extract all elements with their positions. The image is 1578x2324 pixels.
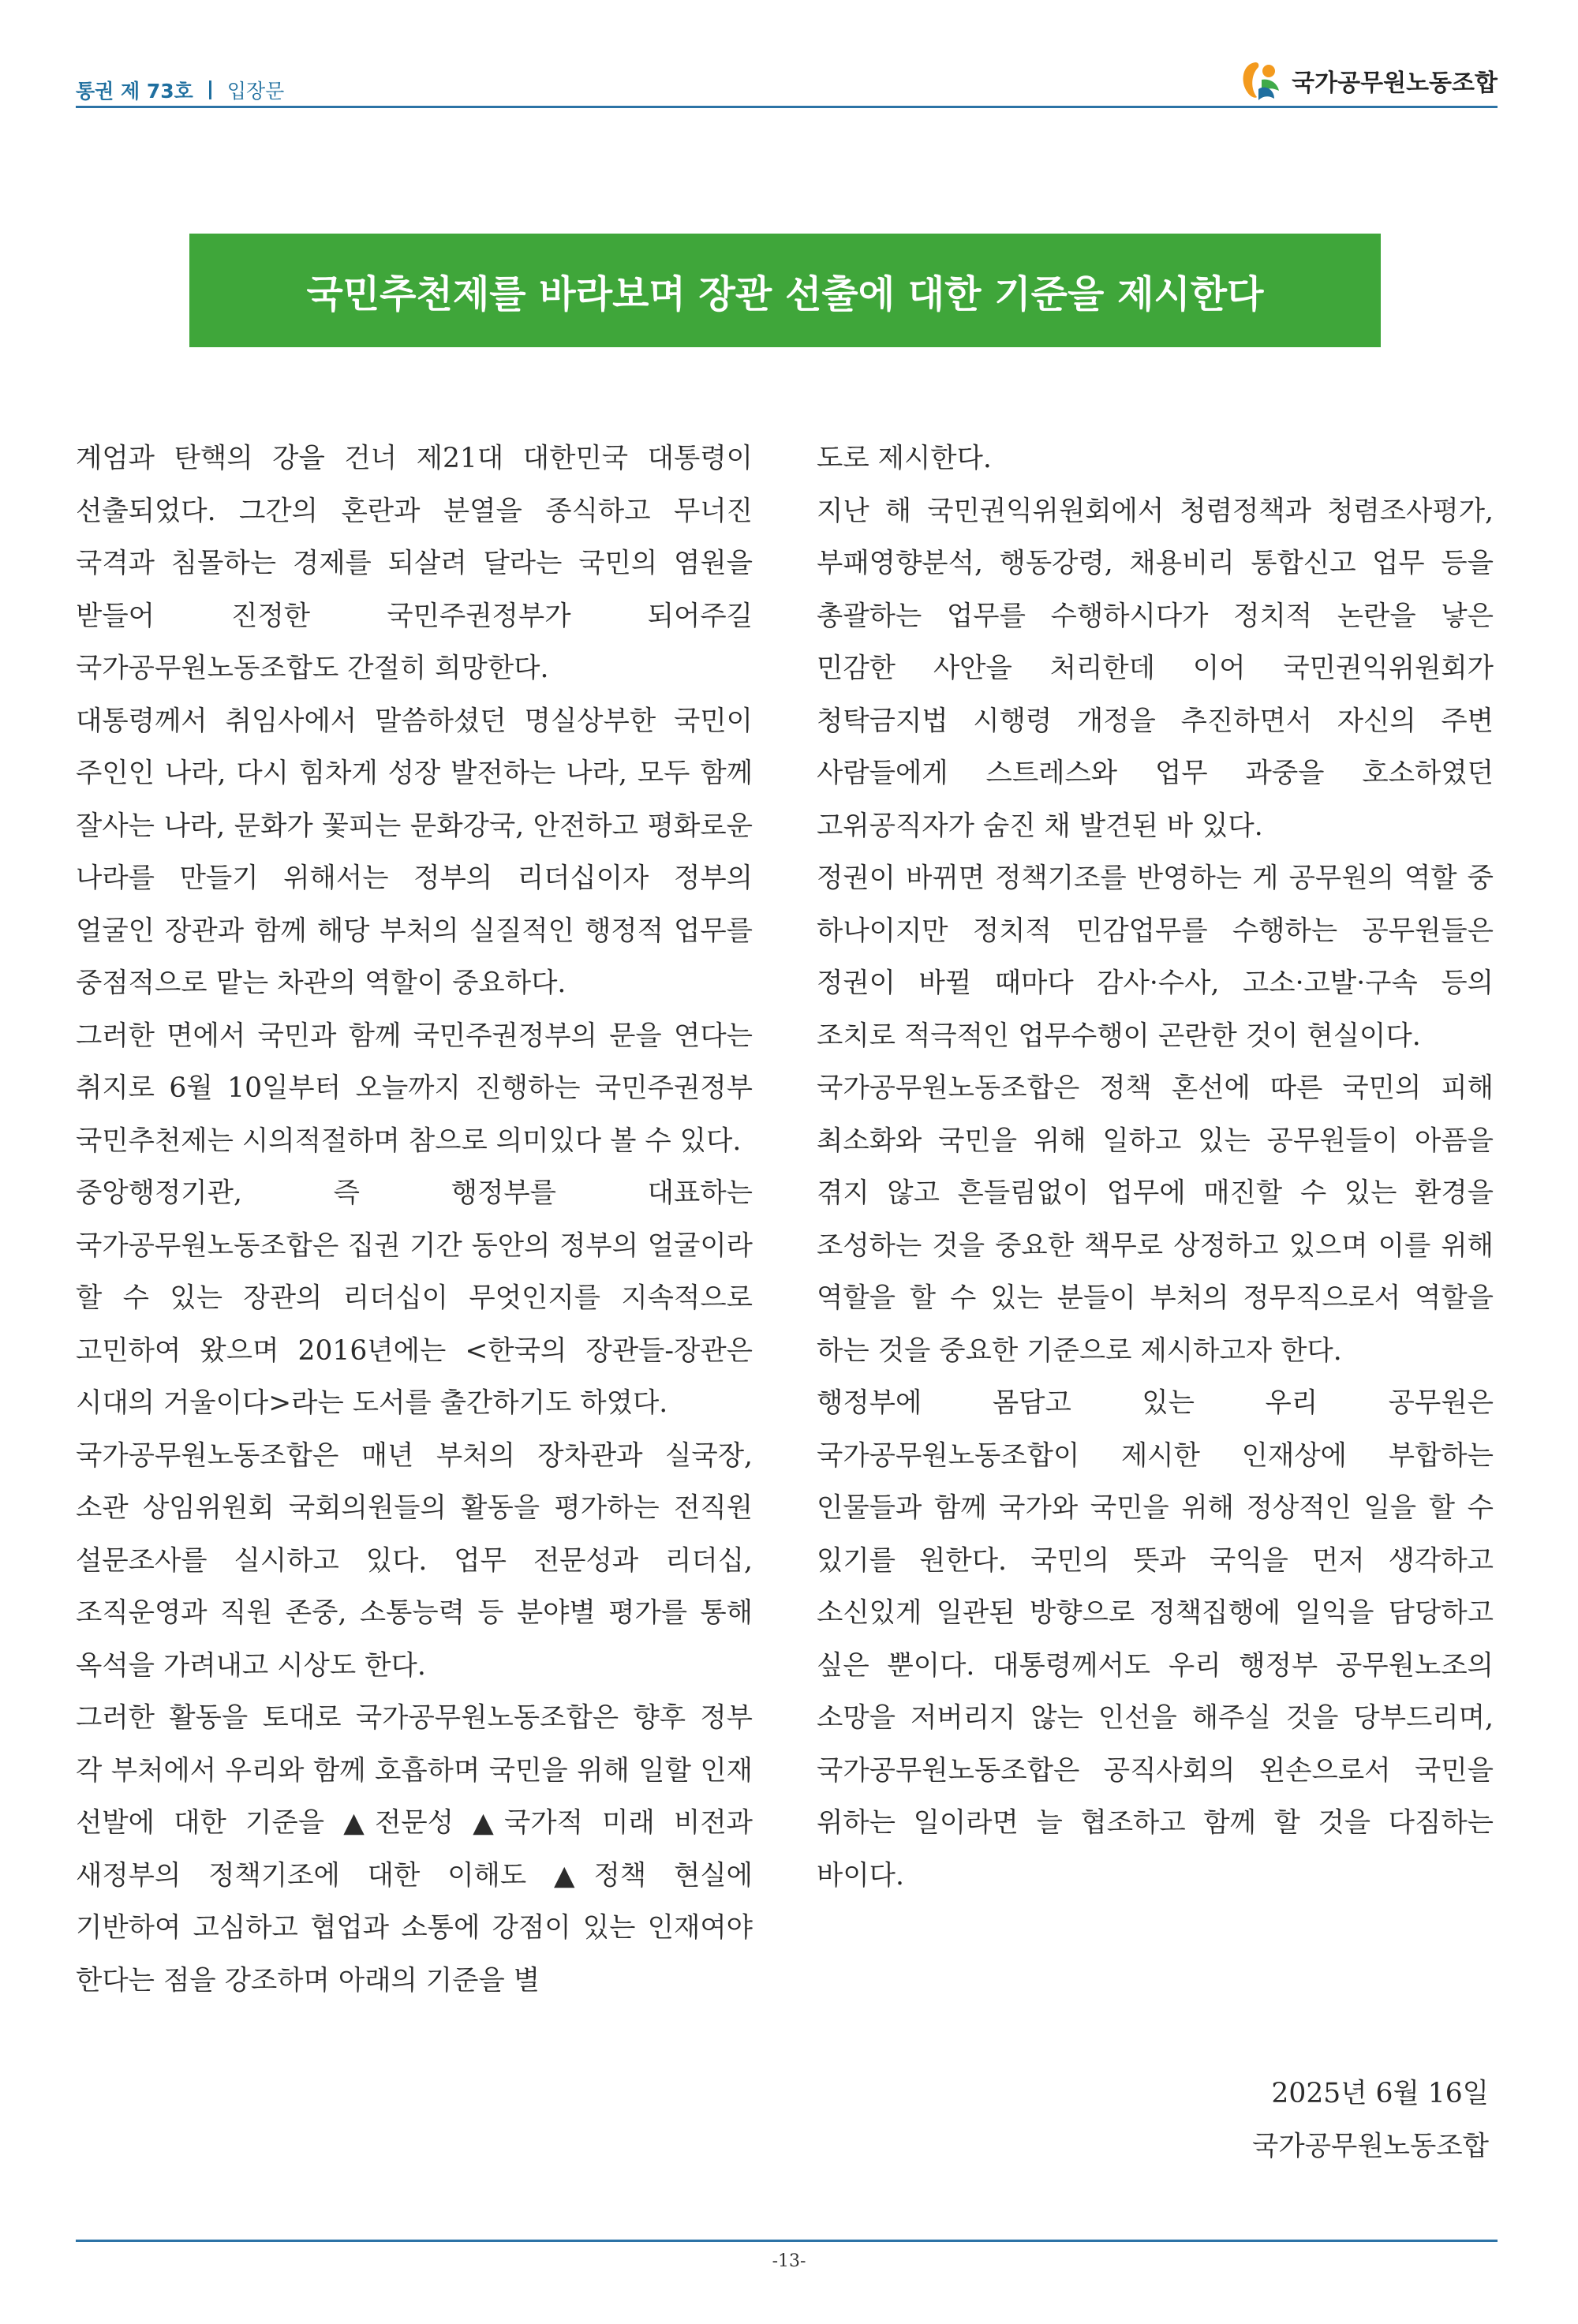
signature-date: 2025년 6월 16일 (1271, 2078, 1489, 2109)
paragraph: 지난 해 국민권익위원회에서 청렴정책과 청렴조사평가, 부패영향분석, 행동강령, 채용비리 통합신고 업무 등을 총괄하는 업무를 수행하시다가 정치적 논란을 낳은 민감한 사안을 처리한데 이어 국민권익위원회가 청탁금지법 시행령 개정을 추진하면서 자신의 주변 사람들에게 스트레스와 업무 과중을 호소하였던 고위공직자가 숨진 채 발견된 바 있다. (817, 495, 1494, 842)
paragraph: 대통령께서 취임사에서 말씀하셨던 명실상부한 국민이 주인인 나라, 다시 힘차게 성장 발전하는 나라, 모두 함께 잘사는 나라, 문화가 꽃피는 문화강국, 안전하고 평화로운 나라를 만들기 위해서는 정부의 리더십이자 정부의 얼굴인 장관과 함께 해당 부처의 실질적인 행정적 업무를 중점적으로 맡는 차관의 역할이 중요하다. (76, 705, 753, 999)
header-rule (76, 106, 1498, 108)
body-column-left (76, 432, 753, 2007)
paragraph: 정권이 바뀌면 정책기조를 반영하는 게 공무원의 역할 중 하나이지만 정치적 민감업무를 수행하는 공무원들은 정권이 바뀔 때마다 감사·수사, 고소·고발·구속 등의 조치로 적극적인 업무수행이 곤란한 것이 현실이다. (817, 863, 1494, 1052)
paragraph: 그러한 활동을 토대로 국가공무원노동조합은 향후 정부 각 부처에서 우리와 함께 호흡하며 국민을 위해 일할 인재 선발에 대한 기준을 ▲전문성 ▲국가적 미래 비전과 새정부의 정책기조에 대한 이해도 ▲정책 현실에 기반하여 고심하고 협업과 소통에 강점이 있는 인재여야 한다는 점을 강조하며 아래의 기준을 별 (76, 1702, 753, 1997)
paragraph: 행정부에 몸담고 있는 우리 공무원은 국가공무원노동조합이 제시한 인재상에 부합하는 인물들과 함께 국가와 국민을 위해 정상적인 일을 할 수 있기를 원한다. 국민의 뜻과 국익을 먼저 생각하고 소신있게 일관된 방향으로 정책집행에 일익을 담당하고 싶은 뿐이다. 대통령께서도 우리 행정부 공무원노조의 소망을 저버리지 않는 인선을 해주실 것을 당부드리며, 국가공무원노동조합은 공직사회의 왼손으로서 국민을 위하는 일이라면 늘 협조하고 함께 할 것을 다짐하는 바이다. (817, 1387, 1494, 1892)
paragraph: 도로 제시한다. (817, 443, 992, 474)
paragraph: 국가공무원노동조합은 정책 혼선에 따른 국민의 피해 최소화와 국민을 위해 일하고 있는 공무원들이 아픔을 겪지 않고 흔들림없이 업무에 매진할 수 있는 환경을 조성하는 것을 중요한 책무로 상정하고 있으며 이를 위해 역할을 할 수 있는 분들이 부처의 정무직으로서 역할을 하는 것을 중요한 기준으로 제시하고자 한다. (817, 1072, 1494, 1367)
paragraph: 중앙행정기관, 즉 행정부를 대표하는 국가공무원노동조합은 집권 기간 동안의 정부의 얼굴이라 할 수 있는 장관의 리더십이 무엇인지를 지속적으로 고민하여 왔으며 2016년에는 <한국의 장관들-장관은 시대의 거울이다>라는 도서를 출간하기도 하였다. (76, 1177, 753, 1419)
footer-rule (76, 2240, 1498, 2242)
page-number: -13- (772, 2251, 806, 2271)
org-name: 국가공무원노동조합 (1292, 69, 1498, 97)
section-name: 입장문 (226, 80, 285, 103)
org-header (1238, 57, 1498, 104)
signature-block (1252, 2068, 1489, 2172)
issue-number: 통권 제 73호 (76, 80, 193, 103)
body-column-right (817, 432, 1494, 1902)
header-divider (209, 80, 211, 99)
paragraph: 그러한 면에서 국민과 함께 국민주권정부의 문을 연다는 취지로 6월 10일부터 오늘까지 진행하는 국민주권정부 국민추천제는 시의적절하며 참으로 의미있다 볼 수 있다. (76, 1020, 753, 1157)
paragraph: 국가공무원노동조합은 매년 부처의 장차관과 실국장, 소관 상임위원회 국회의원들의 활동을 평가하는 전직원 설문조사를 실시하고 있다. 업무 전문성과 리더십, 조직운영과 직원 존중, 소통능력 등 분야별 평가를 통해 옥석을 가려내고 시상도 한다. (76, 1439, 753, 1682)
article-title: 국민추천제를 바라보며 장관 선출에 대한 기준을 제시한다 (306, 271, 1264, 316)
signature-org: 국가공무원노동조합 (1252, 2130, 1489, 2162)
union-logo-icon (1238, 58, 1284, 103)
paragraph: 계엄과 탄핵의 강을 건너 제21대 대한민국 대통령이 선출되었다. 그간의 혼란과 분열을 종식하고 무너진 국격과 침몰하는 경제를 되살려 달라는 국민의 염원을 받들어 진정한 국민주권정부가 되어주길 국가공무원노동조합도 간절히 희망한다. (76, 443, 753, 684)
header-issue-info (76, 74, 284, 106)
article-title-banner (189, 234, 1381, 347)
